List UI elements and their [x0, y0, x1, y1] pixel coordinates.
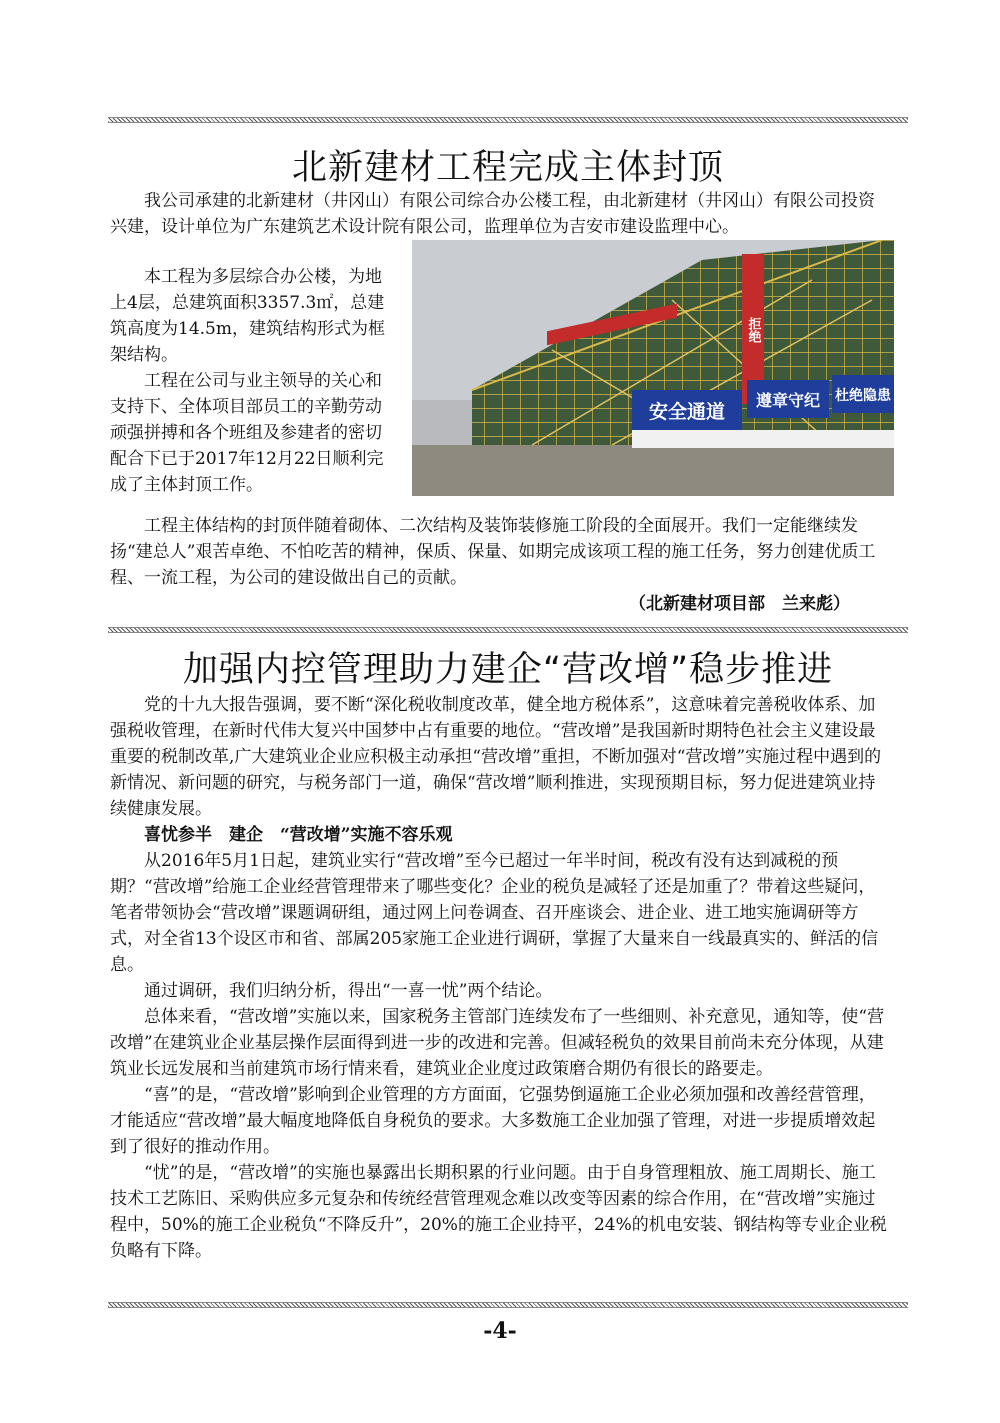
article1-title: 北新建材工程完成主体封顶 [291, 148, 724, 188]
article2-p6: “忧”的是，“营改增”的实施也暴露出长期积累的行业问题。由于自身管理粗放、施工周期长、施工技术工艺陈旧、采购供应多元复杂和传统经营管理观念难以改变等因素的综合作用，在“营改增”实施过程中，50%的施工企业税负“不降反升”，20%的施工企业持平，24%的机电安装、钢结构等专业企业税负略有下降。 [110, 1163, 887, 1261]
page-number: -4- [483, 1318, 517, 1344]
article1-closing [110, 513, 890, 617]
article1-intro-text: 我公司承建的北新建材（井冈山）有限公司综合办公楼工程，由北新建材（井冈山）有限公司投资兴建，设计单位为广东建筑艺术设计院有限公司，监理单位为吉安市建设监理中心。 [110, 191, 875, 237]
article2-p2: 从2016年5月1日起，建筑业实行“营改增”至今已超过一年半时间，税改有没有达到减税的预期？“营改增”给施工企业经营管理带来了哪些变化？企业的税负是减轻了还是加重了？带着这些疑问，笔者带领协会“营改增”课题调研组，通过网上问卷调查、召开座谈会、进企业、进工地实施调研等方式，对全省13个设区市和省、部属205家施工企业进行调研，掌握了大量来自一线最真实的、鲜活的信息。 [110, 851, 879, 975]
article1-side-p2: 工程在公司与业主领导的关心和支持下、全体项目部员工的辛勤劳动顽强拼搏和各个班组及参建者的密切配合下已于2017年12月22日顺利完成了主体封顶工作。 [110, 371, 384, 495]
construction-photo [412, 240, 894, 496]
article2-subheading: 喜忧参半 建企 “营改增”实施不容乐观 [144, 825, 453, 845]
banner-refuse: 拒绝 [745, 317, 761, 343]
middle-divider [108, 627, 908, 633]
top-divider [108, 117, 908, 123]
bottom-divider [108, 1302, 908, 1308]
banner-obey-rules: 遵章守纪 [755, 391, 821, 410]
banner-safety-passage: 安全通道 [648, 401, 726, 423]
article2-p5: “喜”的是，“营改增”影响到企业管理的方方面面，它强势倒逼施工企业必须加强和改善经营管理，才能适应“营改增”最大幅度地降低自身税负的要求。大多数施工企业加强了管理，对进一步提质增效起到了很好的推动作用。 [110, 1085, 876, 1157]
article1-side-column [110, 264, 395, 498]
article1-p3: 工程主体结构的封顶伴随着砌体、二次结构及装饰装修施工阶段的全面展开。我们一定能继续发扬“建总人”艰苦卓绝、不怕吃苦的精神，保质、保量、如期完成该项工程的施工任务，努力创建优质工程、一流工程，为公司的建设做出自己的贡献。 [110, 516, 876, 588]
article1-intro [110, 188, 890, 240]
article2-p3: 通过调研，我们归纳分析，得出“一喜一忧”两个结论。 [144, 981, 553, 1001]
article1-signature: （北新建材项目部 兰来彪） [629, 594, 850, 614]
article1-side-p1: 本工程为多层综合办公楼，为地上4层，总建筑面积3357.3㎡，总建筑高度为14.5m，建筑结构形式为框架结构。 [110, 267, 385, 365]
article2-p1: 党的十九大报告强调，要不断“深化税收制度改革，健全地方税体系”，这意味着完善税收体系、加强税收管理，在新时代伟大复兴中国梦中占有重要的地位。“营改增”是我国新时期特色社会主义建设最重要的税制改革,广大建筑业企业应积极主动承担“营改增”重担，不断加强对“营改增”实施过程中遇到的新情况、新问题的研究，与税务部门一道，确保“营改增”顺利推进，实现预期目标，努力促进建筑业持续健康发展。 [110, 695, 882, 819]
banner-eliminate-hazards: 杜绝隐患 [835, 388, 891, 404]
article2-title: 加强内控管理助力建企“营改增”稳步推进 [182, 650, 834, 690]
article2-body [110, 692, 890, 1264]
article2-p4: 总体来看，“营改增”实施以来，国家税务主管部门连续发布了一些细则、补充意见，通知等，使“营改增”在建筑业企业基层操作层面得到进一步的改进和完善。但减轻税负的效果目前尚未充分体现，从建筑业长远发展和当前建筑市场行情来看，建筑业企业度过政策磨合期仍有很长的路要走。 [110, 1007, 885, 1079]
